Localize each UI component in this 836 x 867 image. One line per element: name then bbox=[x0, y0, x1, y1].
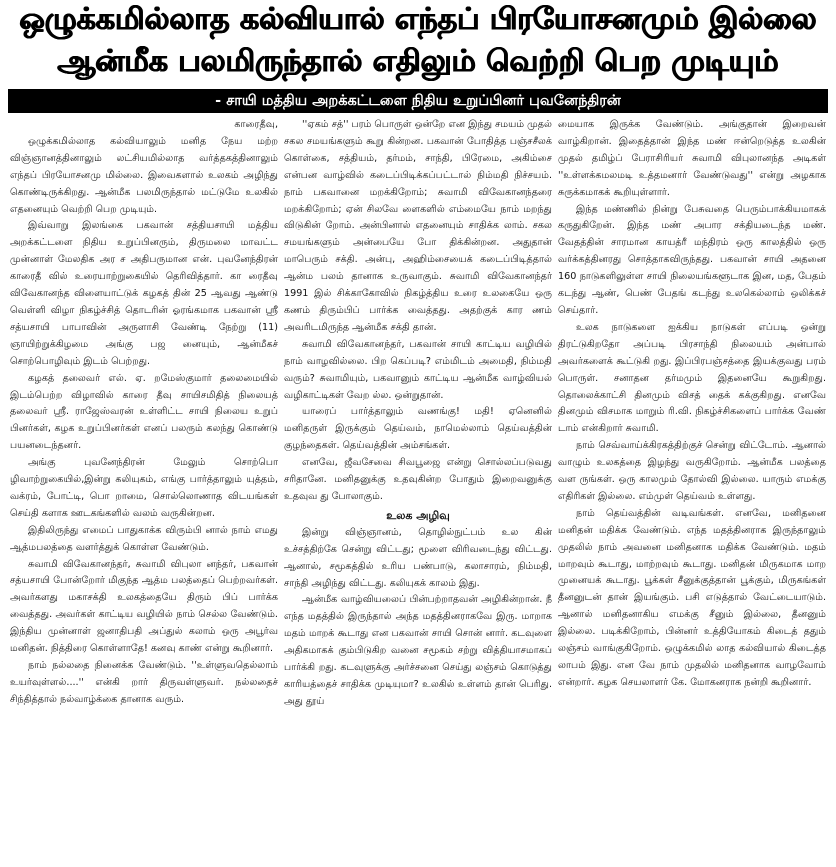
paragraph: இந்த மண்ணில் நின்று பேசுவதை பெரும்பாக்கியமாகக் கருதுகிறேன். இந்த மண் அபார சக்தியடைந்த மண். வேதத்தின் சாரமான காயத்ரீ மந்திரம் ஒரு காலத்தில் ஒரு வர்க்கத்தினரது சொத்தாகவிருந்தது. பகவான் சாயி அதனை 160 நாடுகளிலுள்ள சாயி நிலையங்களூடாக இன, மத, பேதம் கடந்து ஆண், பெண் பேதங் கடந்து உலகெல்லாம் ஒலிக்கச் செய்தார். bbox=[558, 203, 826, 316]
paragraph: ஒழுக்கமில்லாத கல்வியாலும் மனித நேய மற்ற விஞ்ஞானத்தினாலும் லட்சியமில்லாத வர்த்தகத்தினாலும் எந்தப் பிரயோசனமு மில்லை. இவைகளால் உலகம் அழிந்து கொண்டிருக்கிறது. ஆன்மீக பலமிருந்தால் மட்டுமே உலகில் எதனையும் வெற்றி பெற முடியும். bbox=[10, 135, 278, 215]
paragraph: இவ்வாறு இலங்கை பகவான் சத்தியசாயி மத்திய அறக்கட்டளை நிதிய உறுப்பினரும், திருமலை மாவட்ட முன்னாள் மேலதிக அர ச அதிபருமான என். புவனேந்திரன் காரைதீ வில் உரையாற்றுகையில் தெரிவித்தார். கா ரைதீவு விவேகானந்த விளையாட்டுக் கழகத் தின் 25 ஆவது ஆண்டு வெள்ளி விழா நிகழ்ச்சித் தொடரின் ஓரங்கமாக பகவான் ஸ்ரீ சத்யசாயி பாபாவின் அருளாசி வேண்டி நேற்று (11) ஞாயிற்றுக்கிழமை அங்கு பஜ னையும், ஆன்மீகச் சொற்பொழிவும் இடம் பெற்றது. bbox=[10, 220, 278, 367]
article-body bbox=[10, 117, 826, 865]
paragraph: நாம் செவ்வாய்க்கிரகத்திற்குச் சென்று விட்டோம். ஆனால் வாழும் உலகத்தை இழந்து வருகிறோம். ஆன்மீக பலத்தை வள ருங்கள். ஒரு காலமும் தோல்வி இல்லை. யாரும் எமக்கு எதிரிகள் இல்லை. எம்முள் தெய்வம் உள்ளது. bbox=[558, 440, 826, 502]
paragraph: கழகத் தலைவர் எல். ஏ. றமேஸ்குமார் தலைமையில் இடம்பெற்ற விழாவில் காரை தீவு சாயிசமிதித் நிலையத் தலைவர் ஸ்ரீ. ராஜேஸ்வரன் உள்ளிட்ட சாயி நிலைய உறுப் பினர்கள், கழக உறுப்பினர்கள் எனப் பலரும் கலந்து கொண்டு பயனடைந்தனர். bbox=[10, 372, 278, 452]
paragraph: நாம் நல்லதை நினைக்க வேண்டும். ''உள்ளுவதெல்லாம் உயர்வுள்ளல்....'' என்கி றார் திருவள்ளுவர். நல்லதைச் சிந்தித்தால் நல்வாழ்க்கை தானாக வரும். bbox=[10, 660, 278, 705]
dateline: காரைதீவு, bbox=[234, 119, 278, 130]
paragraph: யாரைப் பார்த்தாலும் வணங்கு! மதி! ஏனெனில் மனிதருள் இருக்கும் தெய்வம், நாமெல்லாம் தெய்வத்தின் குழந்தைகள். தெய்வத்தின் அம்சங்கள். bbox=[284, 406, 552, 452]
paragraph: அங்கு புவனேந்திரன் மேலும் சொற்பொ ழிவாற்றுகையில்,இன்று கலியுகம், எங்கு பார்த்தாலும் யுத்தம், வக்ரம், போட்டி, பொ றாமை, சொல்லொணாத விடயங்கள் செய்தி களாக ஊடகங்களில் வலம் வருகின்றன. bbox=[10, 457, 278, 519]
article-column-3 bbox=[558, 117, 826, 865]
article-column-2 bbox=[284, 117, 552, 865]
article-column-1 bbox=[10, 117, 278, 865]
paragraph: சுவாமி விவேகானந்தர், பகவான் சாயி காட்டிய வழியில் நாம் வாழவில்லை. பிற கெப்படி? எம்மிடம் அமைதி, நிம்மதி வரும்? சுவாமியும், பகவானும் காட்டிய ஆன்மீக வாழ்வியல் வழிகாட்டிகள் வேற ல்ல. ஒன்றுதான். bbox=[284, 338, 552, 401]
paragraph: சுவாமி விவேகானந்தர், சுவாமி விபுலா னந்தர், பகவான் சத்யசாயி போன்றோர் மிகுந்த ஆத்ம பலத்தைப் பெற்றவர்கள். அவர்களது மகாசக்தி உலகத்தையே திரும் பிப் பார்க்க வைத்தது. அவர்கள் காட்டிய வழியில் நாம் செல்ல வேண்டும். இந்திய முன்னாள் ஜனாதிபதி அப்துல் கலாம் ஒரு அபூர்வ மனிதன். நித்திரை கொள்ளாதே! கனவு காண் என்று கூறினார். bbox=[10, 558, 278, 655]
paragraph: உலக நாடுகளை ஐக்கிய நாடுகள் எப்படி ஒன்று திரட்டுகிறதோ அப்படி பிரசாந்தி நிலையம் அன்பால் அவர்களைக் கூட்டுகி றது. இப்பிரபஞ்சத்தை இயக்குவது பரம் பொருள். சனாதன தர்மமும் இதனையே கூறுகிறது. தொலைக்காட்சி தினமும் விசத் தைக் கக்குகிறது. எனவே தினமும் விசமாக மாறும் ரி.வி. நிகழ்ச்சிகளைப் பார்க்க வேண் டாம் என்கிறார் சுவாமி. bbox=[558, 321, 826, 435]
paragraph: நாம் தெய்வத்தின் வடிவங்கள். எனவே, மனிதனை மனிதன் மதிக்க வேண்டும். எந்த மதத்தினராக இருந்தாலும் முதலில் நாம் அவனை மனிதனாக மதிக்க வேண்டும். மதம் மாறவும் கூடாது, மாற்றவும் கூடாது. மனிதன் மிருகமாக மாற முனையக் கூடாது. பூக்கள் சீனுக்குத்தான் பூக்கும், மிருகங்கள் தீனனுடன் தான் இயங்கும். பசி எடுத்தால் வேட்டையாடும். ஆனால் மனிதனாகிய எமக்கு சீனும் இல்லை, தீனனும் இல்லை. படிக்கிறோம், பின்னர் உத்தியோகம் கிடைத் ததும் லஞ்சம் வாங்குகிறோம். ஒழுக்கமில் லாத கல்வியால் கிடைத்த லாபம் இது. என வே நாம் முதலில் மனிதனாக வாழவோம் என்றார். கழக செயலாளர் கே. மோகனராக நன்றி கூறினார். bbox=[558, 507, 826, 688]
paragraph: எனவே, ஜீவசேவை சிவபூஜை என்று சொல்லப்படுவது சரிதானே. மனிதனுக்கு உதவுகின்ற போதும் இறைவனுக்கு உதவுவ து போலாகும். bbox=[284, 457, 552, 502]
headline-line-2: ஆன்மீக பலமிருந்தால் எதிலும் வெற்றி பெற முடியும் bbox=[57, 44, 779, 79]
paragraph: இதிலிருந்து எமைப் பாதுகாக்க விரும்பி னால் நாம் எமது ஆத்மபலத்தை வளர்த்துக் கொள்ள வேண்டும். bbox=[10, 524, 278, 553]
section-heading: உலக அழிவு bbox=[386, 508, 450, 522]
headline-line-1: ஒழுக்கமில்லாத கல்வியால் எந்தப் பிரயோசனமும் இல்லை bbox=[19, 2, 817, 37]
paragraph: ஆன்மீக வாழ்வியலைப் பின்பற்றாதவன் அழிகின்றான். நீ எந்த மதத்தில் இருந்தால் அந்த மதத்தினராகவே இரு. மாறாக மதம் மாறக் கூடாது என பகவான் சாயி சொன் னார். கடவுளை அதிகமாகக் கும்பிடுகிற வனை சமூகம் சற்று வித்தியாசமாகப் பார்க்கி றது. கடவுளுக்கு அர்ச்சனை செய்து லஞ்சம் கொடுத்து காரியத்தைச் சாதிக்க முடியுமா? உலகில் உள்ளம் தான் பெரிது. அது தூய் bbox=[284, 594, 552, 707]
paragraph: ''ஏகம் சத்'' பரம் பொருள் ஒன்றே என இந்து சமயம் முதல் சகல சமயங்களும் கூறு கின்றன. பகவான் போதித்த பஞ்சசீலக் கொள்கை, சத்தியம், தர்மம், சாந்தி, பிரேமை, அகிம்சை என்பன வாழ்வில் கடைப்பிடிக்கப்பட்டால் நிம்மதி நிச்சயம். நாம் பகவானை மறக்கிறோம்; சுவாமி விவேகானந்தரை மறக்கிறோம்; ஏன் சிலவே ளைகளில் எம்மையே நாம் மறந்து விடுகின் றோம். அன்பினால் எதனையும் சாதிக்க லாம். சகல சமயங்களும் அன்பையே போ திக்கின்றன. அதுதான் மாபெரும் சக்தி. அன்பு, அஹிம்சையைக் கடைப்பிடித்தால் ஆன்ம பலம் தானாக உருவாகும். சுவாமி விவேகானந்தர் 1991 இல் சிக்காகோவில் நிகழ்த்திய உரை உலகையே ஒரு கணம் திரும்பிப் பார்க்க வைத்தது. அதற்குக் கார ணம் அவரிடமிருந்த ஆன்மீக சக்தி தான். bbox=[284, 119, 552, 333]
paragraph: இன்று விஞ்ஞானம், தொழில்நுட்பம் உல கின் உச்சத்திற்கே சென்று விட்டது; மூளை விரிவடைந்து விட்டது. ஆனால், சமூகத்தில் உரிய பண்பாடு, கலாசாரம், நிம்மதி, சாந்தி அழிந்து விட்டது. கலியுகக் காலம் இது. bbox=[284, 526, 552, 589]
paragraph: மையாக இருக்க வேண்டும். அங்குதான் இறைவன் வாழ்கிறான். இதைத்தான் இந்த மண் ஈன்றெடுத்த உலகின் முதல் தமிழ்ப் பேராசிரியர் சுவாமி விபுலானந்த அடிகள் ''உள்ளக்கமலமடி உத்தமனார் வேண்டுவது'' என்று அழகாக சுருக்கமாகக் கூறியுள்ளார். bbox=[558, 119, 826, 198]
byline-banner: - சாயி மத்திய அறக்கட்டளை நிதிய உறுப்பினர் புவனேந்திரன் bbox=[8, 89, 828, 113]
